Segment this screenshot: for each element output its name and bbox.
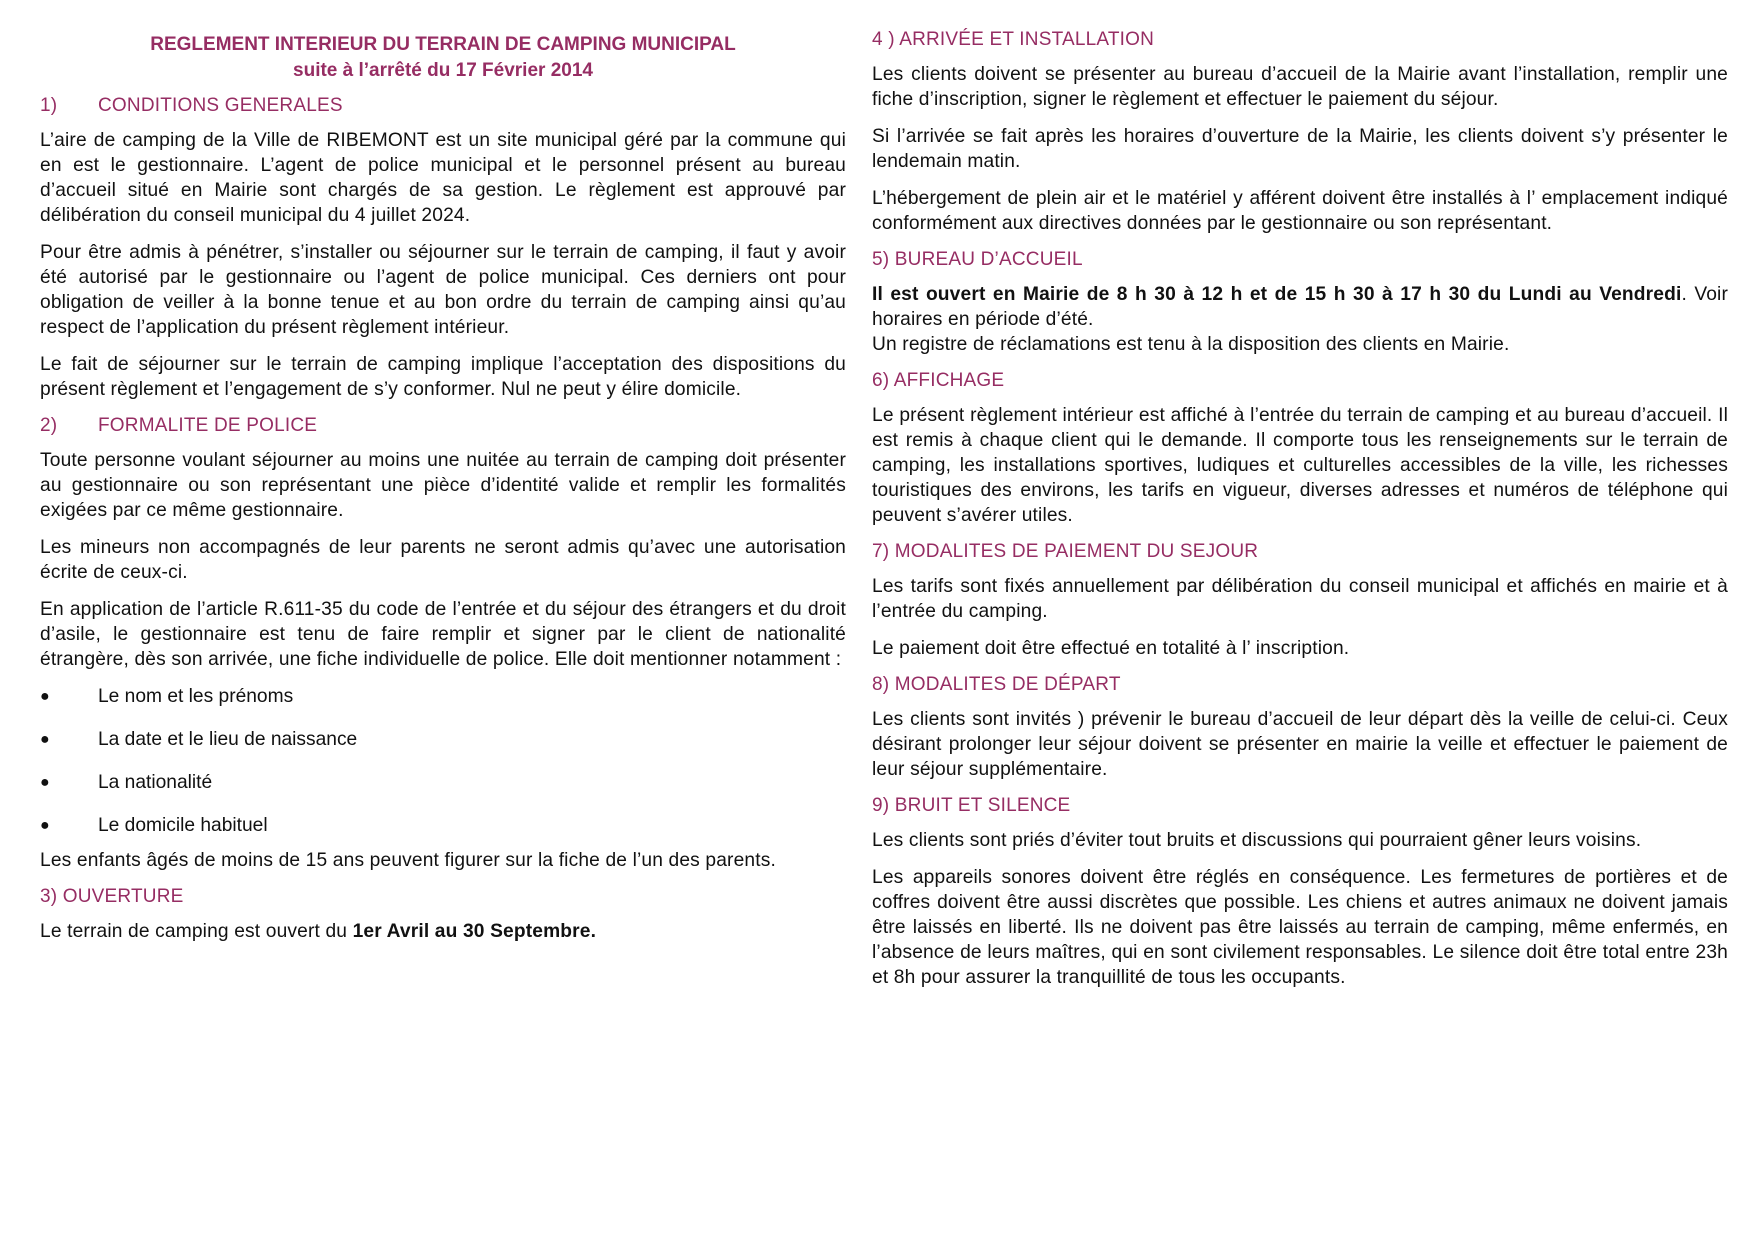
title-line-1: REGLEMENT INTERIEUR DU TERRAIN DE CAMPING MUNICIPAL — [150, 34, 736, 55]
paragraph — [872, 282, 1728, 332]
section-heading — [40, 414, 846, 438]
list-item-text: La nationalité — [98, 772, 213, 793]
paragraph: Les enfants âgés de moins de 15 ans peuvent figurer sur la fiche de l’un des parents. — [40, 850, 776, 871]
bullet-icon: ● — [40, 731, 50, 748]
section-title: FORMALITE DE POLICE — [98, 415, 318, 436]
paragraph: Si l’arrivée se fait après les horaires d’ouverture de la Mairie, les clients doivent s’y présenter le lendemain matin. — [872, 126, 1728, 172]
list-item-text: Le nom et les prénoms — [98, 686, 294, 707]
opening-hours: Il est ouvert en Mairie de 8 h 30 à 12 h et de 15 h 30 à 17 h 30 du Lundi au Vendredi — [872, 284, 1682, 305]
left-column — [40, 0, 846, 956]
section-bruit-silence — [872, 794, 1728, 990]
section-modalites-paiement — [872, 540, 1728, 661]
section-ouverture — [40, 885, 846, 944]
section-modalites-depart — [872, 673, 1728, 782]
bullet-icon: ● — [40, 774, 50, 791]
section-heading: 3) OUVERTURE — [40, 886, 184, 907]
section-heading: 8) MODALITES DE DÉPART — [872, 674, 1121, 695]
paragraph: En application de l’article R.611-35 du code de l’entrée et du séjour des étrangers et du droit d’asile, le gestionnaire est tenu de faire remplir et signer par le client de nationalité étrangère, dès son arrivée, une fiche individuelle de police. Elle doit mentionner notamment : — [40, 599, 846, 670]
section-arrivee-installation — [872, 28, 1728, 236]
list-item — [40, 770, 846, 795]
section-bureau-accueil — [872, 248, 1728, 357]
section-heading: 5) BUREAU D’ACCUEIL — [872, 249, 1083, 270]
bullet-icon: ● — [40, 688, 50, 705]
paragraph: L’aire de camping de la Ville de RIBEMONT est un site municipal géré par la commune qui en est le gestionnaire. L’agent de police municipal et le personnel présent au bureau d’accueil situé en Mairie sont chargés de sa gestion. Le règlement est approuvé par délibération du conseil municipal du 4 juillet 2024. — [40, 130, 846, 226]
section-heading: 9) BRUIT ET SILENCE — [872, 795, 1071, 816]
right-column — [872, 0, 1728, 1002]
paragraph: Le paiement doit être effectué en totalité à l’ inscription. — [872, 638, 1350, 659]
list-item — [40, 684, 846, 709]
opening-period: 1er Avril au 30 Septembre — [352, 921, 591, 942]
list-item — [40, 813, 846, 838]
paragraph: Toute personne voulant séjourner au moins une nuitée au terrain de camping doit présenter au gestionnaire ou son représentant une pièce d’identité valide et remplir les formalités exigées par ce même gestionnaire. — [40, 450, 846, 521]
paragraph: Les appareils sonores doivent être réglés en conséquence. Les fermetures de portières et de coffres doivent être aussi discrètes que possible. Les chiens et autres animaux ne doivent jamais être laissés en liberté. Ils ne doivent pas être laissés au terrain de camping, même enfermés, en l’absence de leurs maîtres, qui en sont civilement responsables. Le silence doit être total entre 23h et 8h pour assurer la tranquillité de tous les occupants. — [872, 867, 1728, 988]
bullet-list — [40, 684, 846, 838]
section-heading — [40, 94, 846, 118]
text: . Voir horaires en période d’été. — [872, 284, 1729, 330]
section-heading: 7) MODALITES DE PAIEMENT DU SEJOUR — [872, 541, 1259, 562]
document-title — [40, 0, 846, 84]
section-conditions-generales — [40, 94, 846, 402]
list-item-text: Le domicile habituel — [98, 815, 268, 836]
text: Le terrain de camping est ouvert du — [40, 921, 353, 942]
paragraph: Les tarifs sont fixés annuellement par délibération du conseil municipal et affichés en mairie et à l’entrée du camping. — [872, 576, 1728, 622]
section-number: 2) — [40, 415, 58, 436]
section-title: CONDITIONS GENERALES — [98, 95, 343, 116]
section-affichage — [872, 369, 1728, 528]
title-line-2: suite à l’arrêté du 17 Février 2014 — [293, 60, 593, 81]
section-number: 1) — [40, 95, 58, 116]
section-heading: 4 ) ARRIVÉE ET INSTALLATION — [872, 29, 1155, 50]
text: . — [590, 921, 597, 942]
paragraph: L’hébergement de plein air et le matériel y afférent doivent être installés à l’ emplacement indiqué conformément aux directives données par le gestionnaire ou son représentant. — [872, 188, 1728, 234]
paragraph: Un registre de réclamations est tenu à la disposition des clients en Mairie. — [872, 334, 1510, 355]
paragraph — [40, 919, 846, 944]
bullet-icon: ● — [40, 817, 50, 834]
paragraph: Pour être admis à pénétrer, s’installer ou séjourner sur le terrain de camping, il faut y avoir été autorisé par le gestionnaire ou l’agent de police municipal. Ces derniers ont pour obligation de veiller à la bonne tenue et au bon ordre du terrain de camping ainsi qu’au respect de l’application du présent règlement intérieur. — [40, 242, 846, 338]
paragraph: Les clients sont invités ) prévenir le bureau d’accueil de leur départ dès la veille de celui-ci. Ceux désirant prolonger leur séjour doivent se présenter en mairie la veille et effectuer le paiement de leur séjour supplémentaire. — [872, 709, 1728, 780]
section-heading: 6) AFFICHAGE — [872, 370, 1005, 391]
paragraph: Les mineurs non accompagnés de leur parents ne seront admis qu’avec une autorisation écrite de ceux-ci. — [40, 537, 846, 583]
list-item — [40, 727, 846, 752]
section-formalite-de-police — [40, 414, 846, 873]
paragraph: Le fait de séjourner sur le terrain de camping implique l’acceptation des dispositions du présent règlement et l’engagement de s’y conformer. Nul ne peut y élire domicile. — [40, 354, 846, 400]
paragraph: Les clients doivent se présenter au bureau d’accueil de la Mairie avant l’installation, remplir une fiche d’inscription, signer le règlement et effectuer le paiement du séjour. — [872, 64, 1728, 110]
list-item-text: La date et le lieu de naissance — [98, 729, 358, 750]
paragraph: Le présent règlement intérieur est affiché à l’entrée du terrain de camping et au bureau d’accueil. Il est remis à chaque client qui le demande. Il comporte tous les renseignements sur le terrain de camping, les installations sportives, ludiques et culturelles accessibles de la ville, les richesses touristiques des environs, les tarifs en vigueur, diverses adresses et numéros de téléphone qui peuvent s’avérer utiles. — [872, 405, 1728, 526]
paragraph: Les clients sont priés d’éviter tout bruits et discussions qui pourraient gêner leurs voisins. — [872, 830, 1642, 851]
